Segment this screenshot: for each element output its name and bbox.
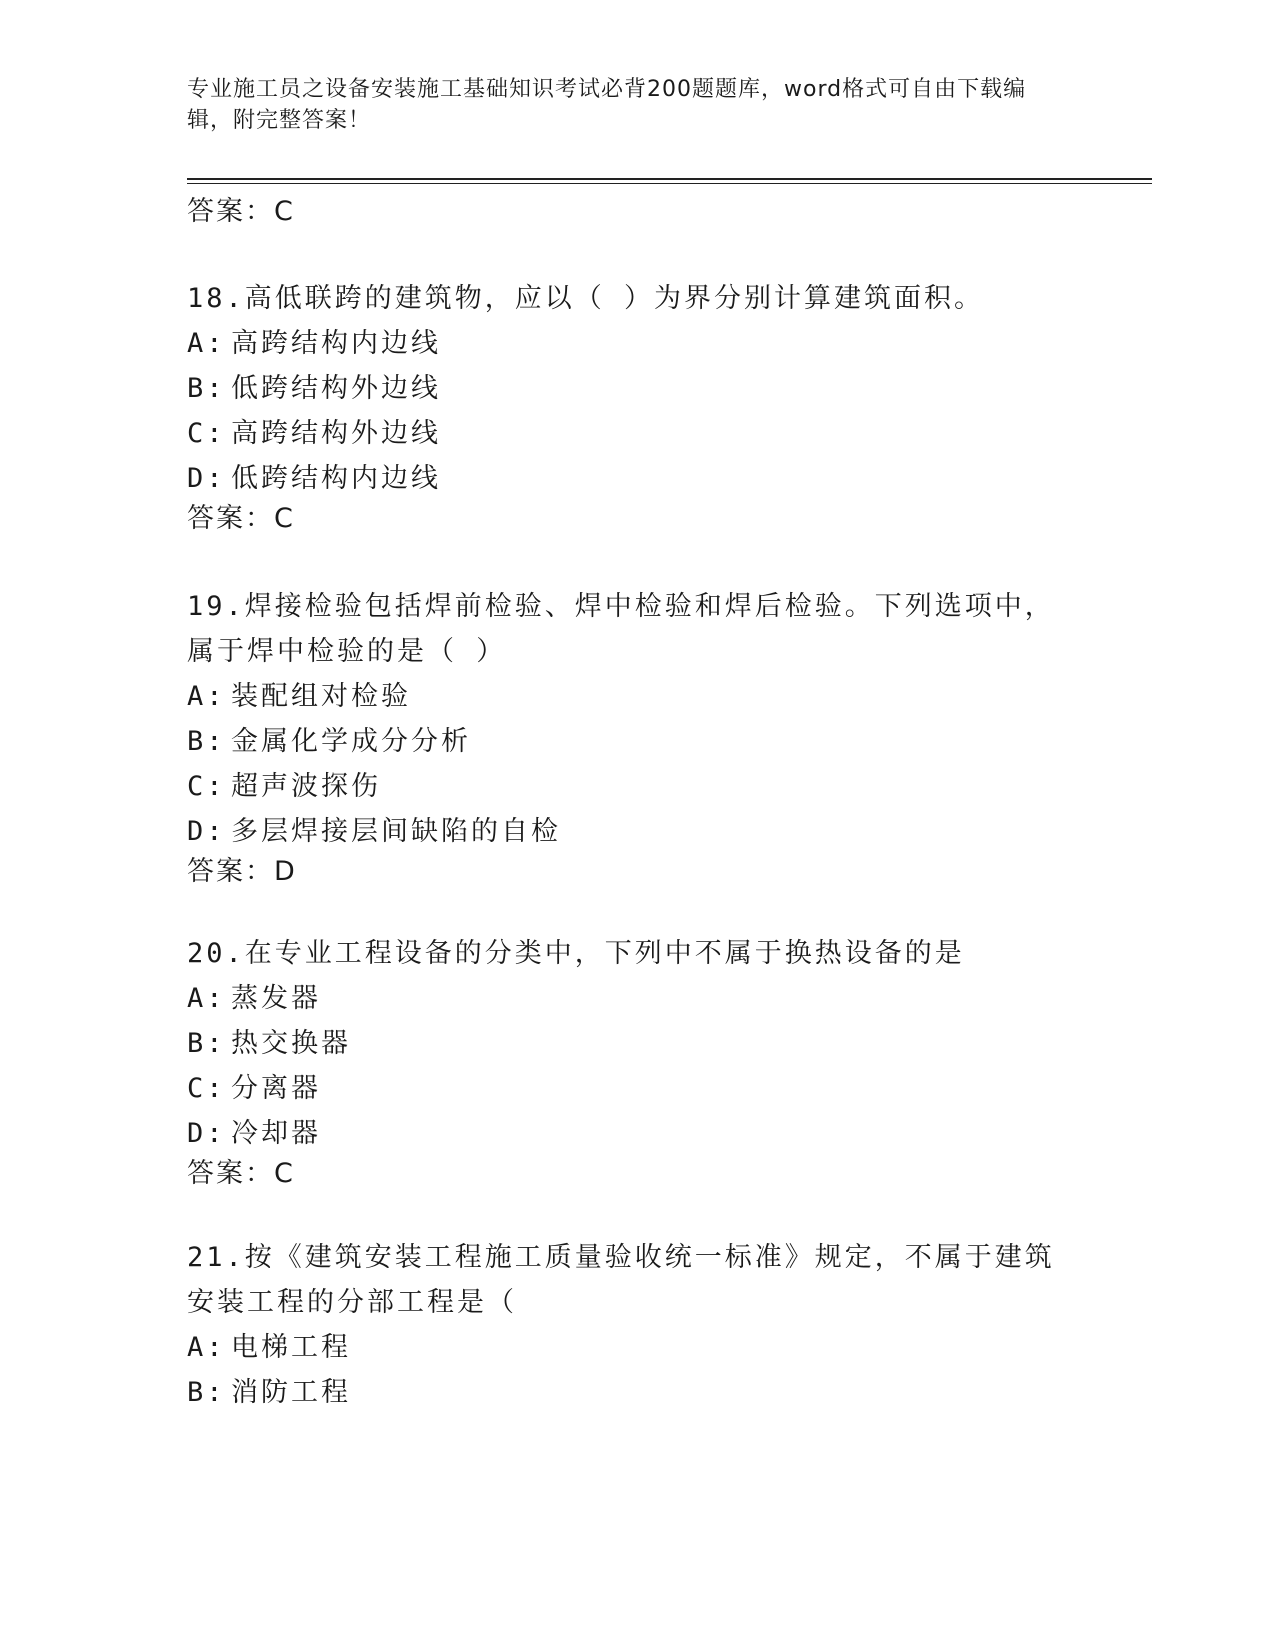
option-text: 蒸发器: [231, 983, 321, 1014]
option-letter: C:: [187, 418, 226, 449]
option-text: 消防工程: [231, 1377, 351, 1408]
option-letter: B:: [187, 373, 226, 404]
question-stem: 18.高低联跨的建筑物，应以（ ）为界分别计算建筑面积。: [187, 283, 985, 314]
option-letter: B:: [187, 1028, 226, 1059]
document-header-title: 专业施工员之设备安装施工基础知识考试必背200题题库，word格式可自由下载编辑，附完整答案！: [187, 77, 1027, 133]
option-text: 多层焊接层间缺陷的自检: [231, 816, 561, 847]
option-a: [187, 976, 1067, 1021]
option-text: 超声波探伤: [231, 771, 381, 802]
option-text: 低跨结构内边线: [231, 463, 441, 494]
answer-label: 答案：D: [187, 856, 297, 887]
option-b: [187, 719, 1067, 764]
option-letter: A:: [187, 1332, 226, 1363]
option-letter: A:: [187, 983, 226, 1014]
option-b: [187, 1370, 1067, 1415]
option-letter: B:: [187, 726, 226, 757]
option-c: [187, 411, 1067, 456]
question-item: [187, 1235, 1067, 1415]
option-b: [187, 1021, 1067, 1066]
option-letter: D:: [187, 816, 226, 847]
option-text: 冷却器: [231, 1118, 321, 1149]
option-text: 电梯工程: [231, 1332, 351, 1363]
option-d: [187, 809, 1067, 854]
answer-label: 答案：C: [187, 1158, 295, 1189]
option-c: [187, 764, 1067, 809]
option-letter: A:: [187, 681, 226, 712]
option-d: [187, 1111, 1067, 1156]
question-stem: 21.按《建筑安装工程施工质量验收统一标准》规定，不属于建筑安装工程的分部工程是（: [187, 1242, 1055, 1318]
answer-label: 答案：C: [187, 503, 295, 534]
option-text: 分离器: [231, 1073, 321, 1104]
question-stem: 20.在专业工程设备的分类中，下列中不属于换热设备的是: [187, 938, 965, 969]
question-item: [187, 584, 1067, 890]
option-d: [187, 456, 1067, 501]
option-a: [187, 321, 1067, 366]
option-text: 热交换器: [231, 1028, 351, 1059]
option-letter: A:: [187, 328, 226, 359]
question-stem: 19.焊接检验包括焊前检验、焊中检验和焊后检验。下列选项中，属于焊中检验的是（ ）: [187, 591, 1055, 667]
option-text: 低跨结构外边线: [231, 373, 441, 404]
option-text: 金属化学成分分析: [231, 726, 471, 757]
option-text: 高跨结构外边线: [231, 418, 441, 449]
option-letter: C:: [187, 771, 226, 802]
question-item: [187, 276, 1067, 537]
header-divider: [187, 178, 1152, 184]
option-a: [187, 1325, 1067, 1370]
option-a: [187, 674, 1067, 719]
option-b: [187, 366, 1067, 411]
option-text: 装配组对检验: [231, 681, 411, 712]
option-letter: C:: [187, 1073, 226, 1104]
option-text: 高跨结构内边线: [231, 328, 441, 359]
option-c: [187, 1066, 1067, 1111]
answer-label: 答案：C: [187, 196, 295, 227]
option-letter: D:: [187, 1118, 226, 1149]
option-letter: B:: [187, 1377, 226, 1408]
question-item: [187, 931, 1067, 1192]
option-letter: D:: [187, 463, 226, 494]
